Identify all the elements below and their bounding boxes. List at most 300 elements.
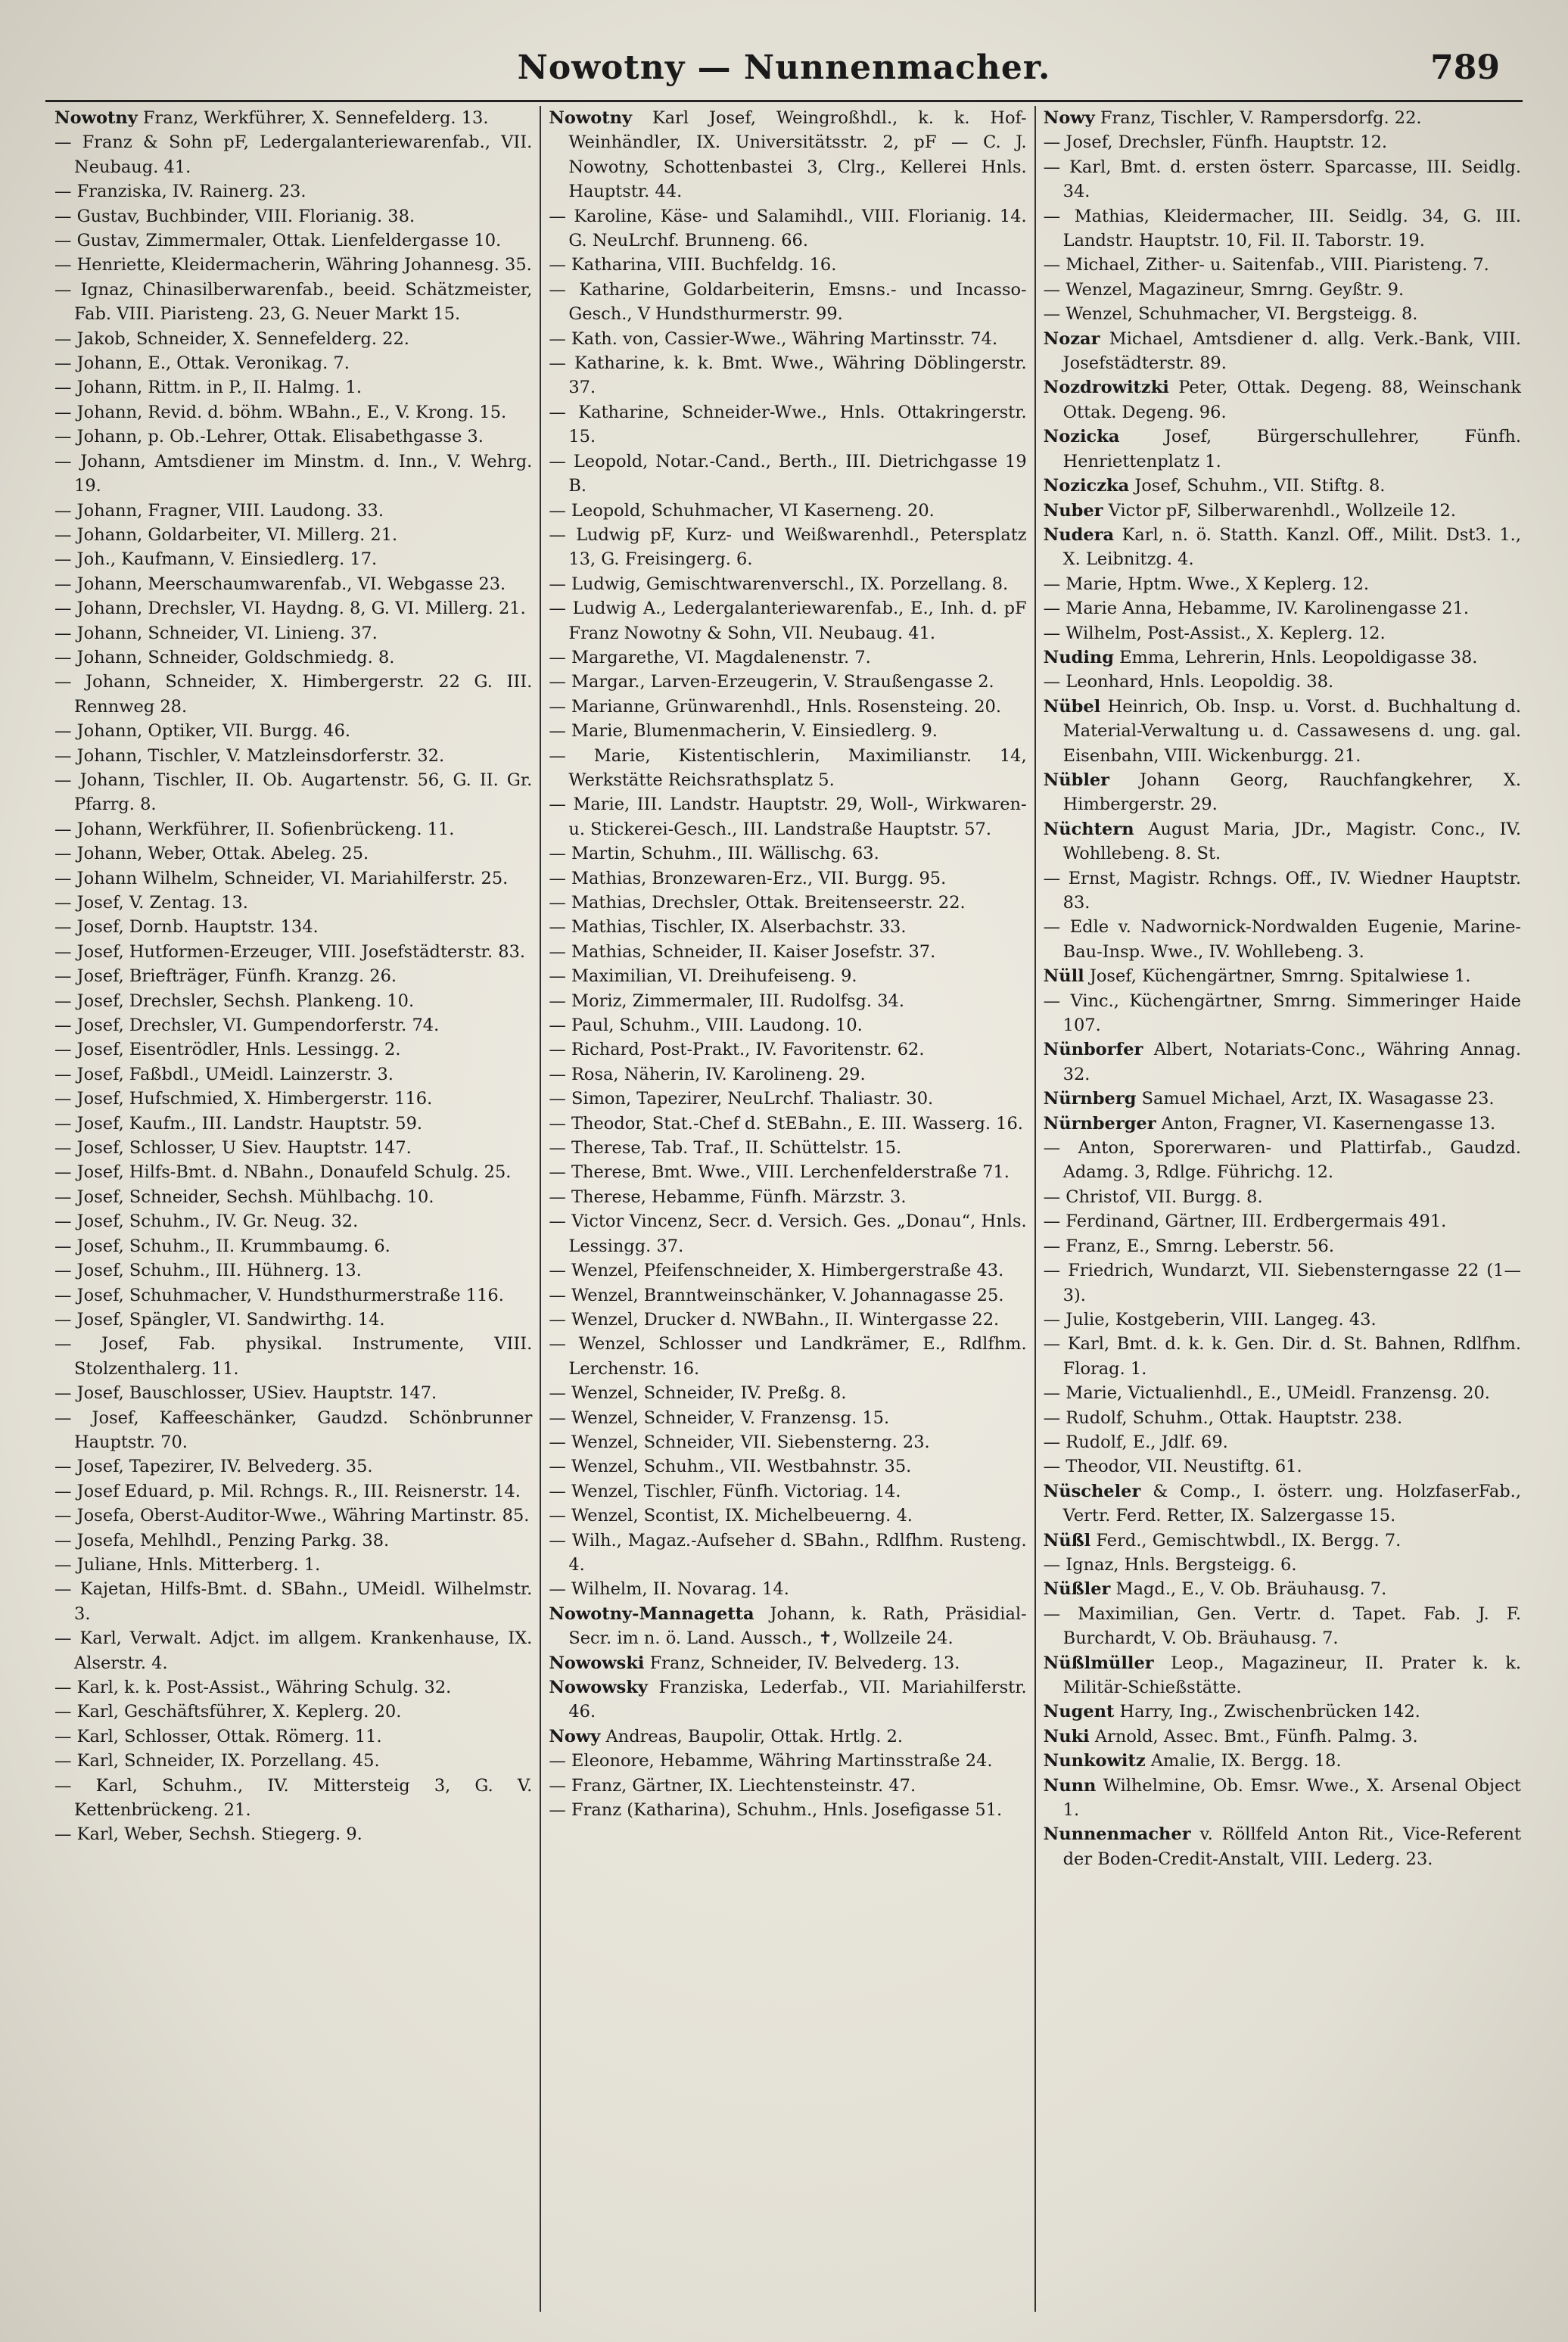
directory-entry xyxy=(549,1112,1026,1136)
entry-text: — Juliane, Hnls. Mitterberg. 1. xyxy=(54,1554,321,1575)
directory-entry xyxy=(549,1430,1026,1454)
entry-text: — Christof, VII. Burgg. 8. xyxy=(1043,1187,1263,1207)
directory-entry xyxy=(1044,1406,1521,1430)
directory-entry xyxy=(54,1454,532,1479)
entry-text: — Wilhelm, II. Novarag. 14. xyxy=(549,1579,789,1600)
entry-text: — Josef, Dornb. Hauptstr. 134. xyxy=(54,917,319,938)
directory-entry xyxy=(54,499,532,523)
entry-text: — Julie, Kostgeberin, VIII. Langeg. 43. xyxy=(1043,1309,1377,1330)
directory-entry xyxy=(54,1037,532,1062)
entry-text: — Josef, Hufschmied, X. Himbergerstr. 116. xyxy=(54,1089,433,1109)
entry-text: — Richard, Post-Prakt., IV. Favoritenstr. 62. xyxy=(549,1040,925,1060)
directory-entry xyxy=(54,572,532,596)
directory-entry xyxy=(54,400,532,425)
entry-text: — Edle v. Nadwornick-Nordwalden Eugenie, Marine-Bau-Insp. Wwe., IV. Wohllebeng. 3. xyxy=(1043,917,1521,962)
directory-entry xyxy=(54,1725,532,1749)
entry-surname: Nozar xyxy=(1043,328,1100,349)
entry-text: — Katharine, Goldarbeiterin, Emsns.- und Incasso-Gesch., V Hundsthurmerstr. 99. xyxy=(549,279,1027,325)
directory-entry xyxy=(1044,155,1521,204)
directory-entry xyxy=(1044,130,1521,154)
directory-entry xyxy=(549,572,1026,596)
entry-text: Franz, Tischler, V. Rampersdorfg. 22. xyxy=(1094,108,1422,128)
entry-surname: Nowotny-Mannagetta xyxy=(549,1603,754,1624)
entry-text: — Leopold, Notar.-Cand., Berth., III. Dietrichgasse 19 B. xyxy=(549,451,1027,496)
entry-text: Andreas, Baupolir, Ottak. Hrtlg. 2. xyxy=(600,1726,904,1746)
entry-surname: Nuber xyxy=(1043,500,1103,521)
entry-text: Josef, Schuhm., VII. Stiftg. 8. xyxy=(1129,476,1386,496)
directory-entry xyxy=(54,425,532,449)
directory-entry xyxy=(549,1062,1026,1087)
directory-entry xyxy=(54,1185,532,1209)
entry-text: — Theodor, VII. Neustiftg. 61. xyxy=(1043,1457,1302,1477)
entry-text: — Wenzel, Schneider, VII. Siebensterng. 23. xyxy=(549,1432,930,1452)
directory-entry xyxy=(1044,1774,1521,1823)
entry-text: — Margar., Larven-Erzeugerin, V. Straußengasse 2. xyxy=(549,672,994,692)
entry-text: — Marie, Victualienhdl., E., UMeidl. Franzensg. 20. xyxy=(1043,1383,1490,1404)
entry-text: — Ludwig, Gemischtwarenverschl., IX. Porzellang. 8. xyxy=(549,574,1009,594)
directory-entry xyxy=(549,964,1026,988)
directory-entry xyxy=(54,964,532,988)
entry-text: — Maximilian, Gen. Vertr. d. Tapet. Fab. J. F. Burchardt, V. Ob. Bräuhausg. 7. xyxy=(1043,1603,1521,1649)
directory-entry xyxy=(54,449,532,499)
entry-text: — Ludwig A., Ledergalanteriewarenfab., E., Inh. d. pF Franz Nowotny & Sohn, VII. Neubaug. 41. xyxy=(549,599,1027,643)
entry-surname: Nünborfer xyxy=(1043,1040,1143,1060)
entry-text: — Josef, Hilfs-Bmt. d. NBahn., Donaufeld Schulg. 25. xyxy=(54,1162,512,1183)
directory-entry xyxy=(54,327,532,351)
entry-text: — Josef, Spängler, VI. Sandwirthg. 14. xyxy=(54,1309,385,1330)
directory-entry xyxy=(549,278,1026,327)
directory-entry xyxy=(549,866,1026,891)
entry-text: — Johann Wilhelm, Schneider, VI. Mariahilferstr. 25. xyxy=(54,868,509,888)
directory-entry xyxy=(54,1160,532,1184)
directory-entry xyxy=(1044,1332,1521,1381)
directory-entry xyxy=(1044,1308,1521,1332)
directory-entry xyxy=(549,1774,1026,1798)
entry-text: — Wenzel, Schuhmacher, VI. Bergsteigg. 8. xyxy=(1043,304,1418,325)
column-1 xyxy=(47,106,540,2312)
entry-text: — Karl, k. k. Post-Assist., Währing Schulg. 32. xyxy=(54,1678,452,1697)
entry-text: Magd., E., V. Ob. Bräuhausg. 7. xyxy=(1110,1579,1387,1600)
directory-entry xyxy=(549,1160,1026,1184)
entry-text: — Marianne, Grünwarenhdl., Hnls. Rosensteing. 20. xyxy=(549,696,1001,717)
entry-surname: Nugent xyxy=(1043,1702,1115,1722)
directory-entry xyxy=(1044,1479,1521,1529)
directory-entry xyxy=(549,253,1026,277)
entry-surname: Nuding xyxy=(1043,647,1114,667)
entry-text: — Josef, Kaufm., III. Landstr. Hauptstr. 59. xyxy=(54,1113,423,1134)
directory-entry xyxy=(549,1087,1026,1111)
entry-text: — Maximilian, VI. Dreihufeiseng. 9. xyxy=(549,966,857,987)
directory-entry xyxy=(54,768,532,817)
entry-text: — Ernst, Magistr. Rchngs. Off., IV. Wiedner Hauptstr. 83. xyxy=(1043,868,1521,913)
entry-text: — Josef, Schneider, Sechsh. Mühlbachg. 10. xyxy=(54,1187,434,1207)
entry-text: — Josef, Schuhm., IV. Gr. Neug. 32. xyxy=(54,1211,359,1232)
entry-text: — Johann, Goldarbeiter, VI. Millerg. 21. xyxy=(54,524,398,545)
entry-text: — Johann, Drechsler, VI. Haydng. 8, G. VI. Millerg. 21. xyxy=(54,599,526,619)
directory-entry xyxy=(54,891,532,915)
entry-text: — Ignaz, Chinasilberwarenfab., beeid. Schätzmeister, Fab. VIII. Piaristeng. 23, G. Neuer Markt 15. xyxy=(54,279,533,325)
directory-entry xyxy=(549,1454,1026,1479)
directory-entry xyxy=(549,1602,1026,1651)
entry-surname: Nowy xyxy=(549,1726,601,1746)
directory-entry xyxy=(1044,572,1521,596)
entry-text: — Rudolf, Schuhm., Ottak. Hauptstr. 238. xyxy=(1043,1407,1403,1428)
entry-text: — Johann, Schneider, X. Himbergerstr. 22 G. III. Rennweg 28. xyxy=(54,672,533,717)
directory-entry xyxy=(1044,1087,1521,1111)
directory-entry xyxy=(54,106,532,130)
entry-surname: Noziczka xyxy=(1043,476,1130,496)
entry-text: — Karl, Verwalt. Adjct. im allgem. Krankenhause, IX. Alserstr. 4. xyxy=(54,1628,533,1673)
entry-text: — Mathias, Tischler, IX. Alserbachstr. 33. xyxy=(549,917,907,938)
entry-text: — Mathias, Kleidermacher, III. Seidlg. 34, G. III. Landstr. Hauptstr. 10, Fil. II. Taborstr. 19. xyxy=(1043,206,1521,251)
directory-entry xyxy=(549,915,1026,939)
entry-text: — Johann, Revid. d. böhm. WBahn., E., V. Krong. 15. xyxy=(54,402,507,422)
entry-text: Harry, Ing., Zwischenbrücken 142. xyxy=(1114,1702,1420,1722)
directory-entry xyxy=(549,695,1026,719)
directory-entry xyxy=(54,1062,532,1087)
directory-entry xyxy=(54,817,532,841)
entry-text: — Marie Anna, Hebamme, IV. Karolinengasse 21. xyxy=(1043,599,1470,619)
directory-entry xyxy=(54,1529,532,1553)
directory-entry xyxy=(1044,523,1521,572)
entry-text: & Comp., I. österr. ung. HolzfaserFab., Vertr. Ferd. Retter, IX. Salzergasse 15. xyxy=(1062,1481,1521,1526)
directory-entry xyxy=(54,278,532,327)
entry-text: — Katharina, VIII. Buchfeldg. 16. xyxy=(549,255,837,275)
entry-text: — Mathias, Drechsler, Ottak. Breitenseerstr. 22. xyxy=(549,893,966,913)
header-divider xyxy=(45,100,1523,102)
entry-surname: Nowy xyxy=(1043,108,1095,128)
entry-surname: Nürnberg xyxy=(1043,1089,1137,1109)
entry-text: Albert, Notariats-Conc., Währing Annag. 32. xyxy=(1062,1040,1521,1084)
entry-surname: Nozicka xyxy=(1043,427,1120,447)
directory-entry xyxy=(1044,425,1521,474)
directory-entry xyxy=(54,523,532,547)
directory-entry xyxy=(54,1626,532,1675)
entry-text: — Josef, Drechsler, VI. Gumpendorferstr. 74. xyxy=(54,1015,440,1036)
entry-surname: Nuki xyxy=(1043,1726,1090,1746)
entry-text: — Wenzel, Drucker d. NWBahn., II. Wintergasse 22. xyxy=(549,1309,1000,1330)
entry-text: — Josef, Drechsler, Fünfh. Hauptstr. 12. xyxy=(1043,132,1388,153)
directory-entry xyxy=(1044,1553,1521,1577)
entry-text: — Johann, Schneider, Goldschmiedg. 8. xyxy=(54,647,395,667)
entry-text: Amalie, IX. Bergg. 18. xyxy=(1145,1751,1342,1771)
entry-text: — Mathias, Bronzewaren-Erz., VII. Burgg. 95. xyxy=(549,868,947,888)
entry-text: — Wilhelm, Post-Assist., X. Keplerg. 12. xyxy=(1043,623,1386,643)
entry-text: — Johann, Meerschaumwarenfab., VI. Webgasse 23. xyxy=(54,574,506,594)
directory-entry xyxy=(1044,768,1521,817)
entry-surname: Nüßl xyxy=(1043,1530,1091,1550)
entry-text: Leop., Magazineur, II. Prater k. k. Militär-Schießstätte. xyxy=(1062,1653,1521,1697)
directory-entry xyxy=(54,1283,532,1308)
directory-entry xyxy=(1044,1381,1521,1405)
directory-entry xyxy=(549,841,1026,866)
directory-entry xyxy=(54,1479,532,1504)
entry-text: Karl, n. ö. Statth. Kanzl. Off., Milit. Dst3. 1., X. Leibnitzg. 4. xyxy=(1062,524,1521,570)
entry-text: — Marie, III. Landstr. Hauptstr. 29, Woll-, Wirkwaren- u. Stickerei-Gesch., III. Landstraße Hauptstr. 57. xyxy=(549,795,1027,839)
entry-text: — Katharine, k. k. Bmt. Wwe., Währing Döblingerstr. 37. xyxy=(549,353,1027,398)
entry-text: — Moriz, Zimmermaler, III. Rudolfsg. 34. xyxy=(549,991,905,1011)
entry-text: August Maria, JDr., Magistr. Conc., IV. Wohllebeng. 8. St. xyxy=(1062,819,1521,864)
directory-entry xyxy=(1044,1651,1521,1700)
entry-text: — Rudolf, E., Jdlf. 69. xyxy=(1043,1432,1228,1452)
directory-entry xyxy=(1044,1577,1521,1601)
entry-text: — Wilh., Magaz.-Aufseher d. SBahn., Rdlfhm. Rusteng. 4. xyxy=(549,1530,1027,1575)
directory-entry xyxy=(54,1406,532,1455)
directory-entry xyxy=(54,645,532,670)
entry-text: Emma, Lehrerin, Hnls. Leopoldigasse 38. xyxy=(1113,647,1478,667)
entry-text: Johann, k. Rath, Präsidial-Secr. im n. ö. Land. Aussch., ✝, Wollzeile 24. xyxy=(568,1603,1027,1649)
entry-text: — Karoline, Käse- und Salamihdl., VIII. Florianig. 14. G. NeuLrchf. Brunneng. 66. xyxy=(549,206,1027,251)
directory-entry xyxy=(1044,596,1521,620)
entry-text: Ferd., Gemischtwbdl., IX. Bergg. 7. xyxy=(1090,1530,1402,1550)
entry-text: — Johann, Tischler, II. Ob. Augartenstr. 56, G. II. Gr. Pfarrg. 8. xyxy=(54,770,533,815)
entry-text: — Wenzel, Schneider, V. Franzensg. 15. xyxy=(549,1407,890,1428)
entry-text: — Franziska, IV. Rainerg. 23. xyxy=(54,182,306,202)
entry-text: — Josef, Schlosser, U Siev. Hauptstr. 147. xyxy=(54,1138,412,1159)
entry-text: — Josef, Faßbdl., UMeidl. Lainzerstr. 3. xyxy=(54,1064,394,1084)
entry-text: Wilhelmine, Ob. Emsr. Wwe., X. Arsenal Object 1. xyxy=(1062,1775,1521,1821)
entry-text: — Leopold, Schuhmacher, VI Kaserneng. 20. xyxy=(549,500,935,521)
entry-text: Karl Josef, Weingroßhdl., k. k. Hof-Weinhändler, IX. Universitätsstr. 2, pF — C. J. Nowotny, Schottenbastei 3, Clrg., Kellerei Hnls. Hauptstr. 44. xyxy=(568,108,1027,202)
entry-text: — Johann, Amtsdiener im Minstm. d. Inn., V. Wehrg. 19. xyxy=(54,451,533,496)
entry-text: — Kath. von, Cassier-Wwe., Währing Martinsstr. 74. xyxy=(549,328,998,349)
directory-entry xyxy=(549,1332,1026,1381)
entry-text: — Wenzel, Scontist, IX. Michelbeuerng. 4. xyxy=(549,1506,913,1526)
entry-text: — Karl, Geschäftsführer, X. Keplerg. 20. xyxy=(54,1702,402,1722)
directory-entry xyxy=(54,1209,532,1233)
directory-entry xyxy=(1044,1136,1521,1185)
directory-entry xyxy=(549,596,1026,645)
entry-surname: Nüchtern xyxy=(1043,819,1134,839)
directory-entry xyxy=(54,547,532,571)
entry-text: — Kajetan, Hilfs-Bmt. d. SBahn., UMeidl. Wilhelmstr. 3. xyxy=(54,1579,533,1624)
directory-columns xyxy=(47,106,1529,2312)
entry-text: — Marie, Kistentischlerin, Maximilianstr. 14, Werkstätte Reichsrathsplatz 5. xyxy=(549,745,1027,790)
directory-entry xyxy=(549,449,1026,499)
entry-text: — Therese, Tab. Traf., II. Schüttelstr. 15. xyxy=(549,1138,902,1159)
entry-text: Franz, Schneider, IV. Belvederg. 13. xyxy=(644,1653,960,1673)
entry-text: — Martin, Schuhm., III. Wällischg. 63. xyxy=(549,844,879,864)
entry-surname: Nowotny xyxy=(549,108,633,128)
entry-text: — Josef, Briefträger, Fünfh. Kranzg. 26. xyxy=(54,966,397,987)
directory-entry xyxy=(549,1529,1026,1578)
directory-entry xyxy=(549,1283,1026,1308)
entry-text: — Wenzel, Pfeifenschneider, X. Himbergerstraße 43. xyxy=(549,1261,1004,1281)
entry-text: Franz, Werkführer, X. Sennefelderg. 13. xyxy=(137,108,489,128)
directory-entry xyxy=(1044,1112,1521,1136)
directory-entry xyxy=(54,1136,532,1160)
directory-entry xyxy=(54,989,532,1013)
entry-text: — Josef, V. Zentag. 13. xyxy=(54,893,248,913)
entry-text: — Wenzel, Schneider, IV. Preßg. 8. xyxy=(549,1383,847,1404)
entry-text: — Simon, Tapezirer, NeuLrchf. Thaliastr. 30. xyxy=(549,1089,934,1109)
entry-text: — Ferdinand, Gärtner, III. Erdbergermais 491. xyxy=(1043,1211,1447,1232)
entry-surname: Nüscheler xyxy=(1043,1481,1141,1501)
directory-entry xyxy=(1044,1037,1521,1087)
page-number: 789 xyxy=(1430,48,1500,87)
entry-text: — Josef, Tapezirer, IV. Belvederg. 35. xyxy=(54,1457,373,1477)
directory-entry xyxy=(54,179,532,204)
directory-entry xyxy=(54,1675,532,1700)
entry-text: — Wenzel, Branntweinschänker, V. Johannagasse 25. xyxy=(549,1285,1004,1305)
directory-entry xyxy=(549,1725,1026,1749)
directory-entry xyxy=(54,719,532,743)
entry-text: — Josef, Eisentrödler, Hnls. Lessingg. 2. xyxy=(54,1040,401,1060)
entry-surname: Nüll xyxy=(1043,966,1084,987)
directory-entry xyxy=(54,1258,532,1283)
entry-text: — Marie, Blumenmacherin, V. Einsiedlerg. 9. xyxy=(549,721,938,742)
directory-entry xyxy=(549,1504,1026,1528)
directory-entry xyxy=(54,1553,532,1577)
entry-text: — Josef, Fab. physikal. Instrumente, VIII. Stolzenthalerg. 11. xyxy=(54,1334,533,1379)
directory-entry xyxy=(1044,645,1521,670)
directory-entry xyxy=(1044,1430,1521,1454)
entry-text: — Wenzel, Tischler, Fünfh. Victoriag. 14. xyxy=(549,1481,901,1501)
entry-text: — Johann, Werkführer, II. Sofienbrückeng. 11. xyxy=(54,819,455,839)
directory-entry xyxy=(54,253,532,277)
directory-entry xyxy=(54,1381,532,1405)
directory-entry xyxy=(549,1479,1026,1504)
directory-entry xyxy=(54,1749,532,1773)
directory-entry xyxy=(549,106,1026,204)
directory-entry xyxy=(54,351,532,375)
entry-text: — Wenzel, Schuhm., VII. Westbahnstr. 35. xyxy=(549,1457,912,1477)
directory-entry xyxy=(1044,302,1521,326)
directory-entry xyxy=(549,940,1026,964)
directory-entry xyxy=(1044,278,1521,302)
entry-text: — Josefa, Oberst-Auditor-Wwe., Währing Martinstr. 85. xyxy=(54,1506,530,1526)
directory-entry xyxy=(549,670,1026,694)
entry-text: — Karl, Schuhm., IV. Mittersteig 3, G. V. Kettenbrückeng. 21. xyxy=(54,1775,533,1821)
entry-text: — Karl, Schlosser, Ottak. Römerg. 11. xyxy=(54,1726,382,1746)
directory-entry xyxy=(54,375,532,400)
directory-entry xyxy=(1044,866,1521,916)
entry-text: — Karl, Weber, Sechsh. Stiegerg. 9. xyxy=(54,1824,362,1845)
entry-text: — Karl, Schneider, IX. Porzellang. 45. xyxy=(54,1751,380,1771)
directory-entry xyxy=(549,351,1026,400)
directory-entry xyxy=(549,1381,1026,1405)
directory-entry xyxy=(1044,1234,1521,1258)
entry-text: — Paul, Schuhm., VIII. Laudong. 10. xyxy=(549,1015,863,1036)
entry-text: — Friedrich, Wundarzt, VII. Siebensterngasse 22 (1—3). xyxy=(1043,1261,1521,1305)
directory-entry xyxy=(1044,817,1521,866)
entry-text: — Katharine, Schneider-Wwe., Hnls. Ottakringerstr. 15. xyxy=(549,402,1027,447)
entry-surname: Nozdrowitzki xyxy=(1043,378,1169,398)
entry-text: — Therese, Bmt. Wwe., VIII. Lerchenfelderstraße 71. xyxy=(549,1162,1010,1183)
directory-entry xyxy=(549,204,1026,253)
entry-text: — Franz (Katharina), Schuhm., Hnls. Josefigasse 51. xyxy=(549,1800,1003,1821)
directory-entry xyxy=(54,1308,532,1332)
entry-text: — Karl, Bmt. d. ersten österr. Sparcasse, III. Seidlg. 34. xyxy=(1043,157,1521,202)
directory-entry xyxy=(1044,106,1521,130)
directory-entry xyxy=(54,1700,532,1724)
entry-text: — Leonhard, Hnls. Leopoldig. 38. xyxy=(1043,672,1334,692)
entry-text: — Johann, Schneider, VI. Linieng. 37. xyxy=(54,623,378,643)
entry-surname: Nowowsky xyxy=(549,1678,648,1697)
directory-entry xyxy=(549,1013,1026,1037)
directory-entry xyxy=(54,1774,532,1823)
directory-entry xyxy=(1044,1700,1521,1724)
directory-entry xyxy=(1044,327,1521,376)
directory-entry xyxy=(1044,1725,1521,1749)
entry-text: — Jakob, Schneider, X. Sennefelderg. 22. xyxy=(54,328,409,349)
entry-text: — Josef, Schuhm., III. Hühnerg. 13. xyxy=(54,1261,362,1281)
entry-surname: Nowotny xyxy=(54,108,138,128)
entry-text: — Rosa, Näherin, IV. Karolineng. 29. xyxy=(549,1064,866,1084)
directory-entry xyxy=(549,744,1026,793)
directory-entry xyxy=(549,1675,1026,1725)
entry-text: Josef, Bürgerschullehrer, Fünfh. Henriettenplatz 1. xyxy=(1062,427,1521,471)
entry-surname: Nüßlmüller xyxy=(1043,1653,1154,1673)
directory-entry xyxy=(54,940,532,964)
directory-entry xyxy=(1044,670,1521,694)
entry-surname: Nowowski xyxy=(549,1653,645,1673)
directory-entry xyxy=(549,1037,1026,1062)
directory-entry xyxy=(54,1112,532,1136)
entry-text: — Josefa, Mehlhdl., Penzing Parkg. 38. xyxy=(54,1530,390,1550)
entry-text: — Josef, Bauschlosser, USiev. Hauptstr. 147. xyxy=(54,1383,437,1404)
directory-entry xyxy=(1044,1822,1521,1871)
entry-text: — Josef, Drechsler, Sechsh. Plankeng. 10. xyxy=(54,991,415,1011)
directory-entry xyxy=(54,229,532,253)
directory-entry xyxy=(54,1504,532,1528)
entry-text: — Wenzel, Schlosser und Landkrämer, E., Rdlfhm. Lerchenstr. 16. xyxy=(549,1334,1027,1379)
entry-text: — Johann, Weber, Ottak. Abeleg. 25. xyxy=(54,844,369,864)
directory-entry xyxy=(1044,1185,1521,1209)
entry-text: Samuel Michael, Arzt, IX. Wasagasse 23. xyxy=(1136,1089,1495,1109)
directory-entry xyxy=(549,1136,1026,1160)
entry-surname: Nudera xyxy=(1043,524,1115,545)
entry-text: Johann Georg, Rauchfangkehrer, X. Himbergerstr. 29. xyxy=(1062,770,1521,815)
entry-text: — Marie, Hptm. Wwe., X Keplerg. 12. xyxy=(1043,574,1370,594)
directory-entry xyxy=(1044,964,1521,988)
entry-text: — Josef, Kaffeeschänker, Gaudzd. Schönbrunner Hauptstr. 70. xyxy=(54,1407,533,1452)
directory-entry xyxy=(549,645,1026,670)
directory-entry xyxy=(549,499,1026,523)
directory-entry xyxy=(549,1258,1026,1283)
entry-text: — Michael, Zither- u. Saitenfab., VIII. Piaristeng. 7. xyxy=(1043,255,1489,275)
directory-entry xyxy=(54,670,532,719)
directory-entry xyxy=(54,1087,532,1111)
entry-text: — Josef Eduard, p. Mil. Rchngs. R., III. Reisnerstr. 14. xyxy=(54,1481,521,1501)
entry-text: — Ludwig pF, Kurz- und Weißwarenhdl., Petersplatz 13, G. Freisingerg. 6. xyxy=(549,524,1027,570)
entry-text: — Johann, Tischler, V. Matzleinsdorferstr. 32. xyxy=(54,745,445,766)
entry-text: — Franz & Sohn pF, Ledergalanteriewarenfab., VII. Neubaug. 41. xyxy=(54,132,533,177)
entry-text: — Johann, p. Ob.-Lehrer, Ottak. Elisabethgasse 3. xyxy=(54,427,484,447)
entry-surname: Nunn xyxy=(1043,1775,1097,1796)
directory-entry xyxy=(549,1185,1026,1209)
entry-text: Michael, Amtsdiener d. allg. Verk.-Bank, VIII. Josefstädterstr. 89. xyxy=(1062,328,1521,374)
page-title: Nowotny — Nunnenmacher. xyxy=(517,48,1051,87)
entry-surname: Nunkowitz xyxy=(1043,1751,1146,1771)
directory-entry xyxy=(54,744,532,768)
entry-surname: Nübler xyxy=(1043,770,1110,790)
entry-text: Heinrich, Ob. Insp. u. Vorst. d. Buchhaltung d. Material-Verwaltung u. d. Cassawesens d. ung. gal. Eisenbahn, VIII. Wickenburgg. 21. xyxy=(1062,696,1521,766)
entry-text: — Victor Vincenz, Secr. d. Versich. Ges. „Donau“, Hnls. Lessingg. 37. xyxy=(549,1211,1027,1256)
directory-entry xyxy=(1044,1602,1521,1651)
entry-text: — Joh., Kaufmann, V. Einsiedlerg. 17. xyxy=(54,549,378,570)
directory-entry xyxy=(54,841,532,866)
directory-entry xyxy=(54,130,532,179)
directory-entry xyxy=(549,1577,1026,1601)
entry-text: — Gustav, Buchbinder, VIII. Florianig. 38. xyxy=(54,206,415,226)
entry-text: Franziska, Lederfab., VII. Mariahilferstr. 46. xyxy=(568,1678,1027,1722)
directory-entry xyxy=(54,621,532,645)
directory-entry xyxy=(549,400,1026,449)
directory-entry xyxy=(1044,499,1521,523)
directory-entry xyxy=(54,1577,532,1626)
directory-entry xyxy=(549,792,1026,841)
